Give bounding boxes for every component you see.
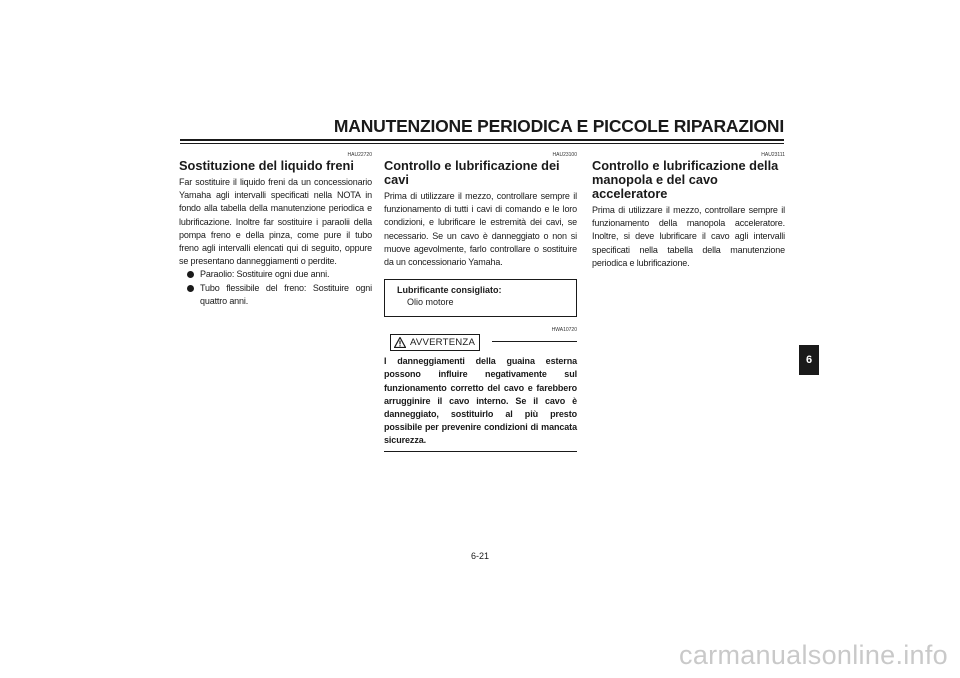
section-code: HAU23111: [761, 152, 785, 158]
header-rule-thick: [180, 139, 784, 141]
warning-header: [384, 334, 577, 350]
watermark: carmanualsonline.info: [679, 640, 948, 670]
warning-triangle-icon: [394, 337, 406, 348]
recommended-lubricant-box: [384, 279, 577, 317]
page-header-title: MANUTENZIONE PERIODICA E PICCOLE RIPARAZIONI: [333, 116, 784, 136]
warning-rule: [492, 341, 577, 342]
list-item-text: Tubo flessibile del freno: Sostituire ogni quattro anni.: [200, 282, 372, 306]
column-left: [179, 152, 372, 308]
warning-badge: [390, 334, 480, 351]
bullet-icon: [187, 285, 194, 292]
section-code: HAU22720: [347, 152, 372, 158]
section-title-throttle: Controllo e lubrificazione della manopola e del cavo acceleratore: [592, 158, 779, 201]
page-number: 6-21: [470, 551, 489, 561]
chapter-tab: 6: [799, 345, 819, 375]
warning-label: AVVERTENZA: [410, 337, 476, 349]
warning-text: I danneggiamenti della guaina esterna possono influire negativamente sul funzionamento corretto del cavo e farebbero arrugginire il cavo interno. Se il cavo è danneggiato, sostituirlo al più presto possibile per prevenire condizioni di mancata sicurezza.: [384, 356, 577, 446]
list-item-text: Paraolio: Sostituire ogni due anni.: [200, 269, 330, 280]
section-code: HAU23100: [552, 152, 577, 158]
lubricant-box-title: Lubrificante consigliato:: [397, 285, 502, 296]
section-title-cables: Controllo e lubrificazione dei cavi: [384, 158, 560, 187]
section-body-brake-fluid: Far sostituire il liquido freni da un concessionario Yamaha agli intervalli specificati nella NOTA in fondo alla tabella della manutenzione periodica e lubrificazione. Inoltre far sostituire i paraolii della pompa freno e della pinza, come pure il tubo freno agli intervalli elencati qui di seguito, oppure se presentano danneggiamenti o perdite.: [179, 177, 372, 267]
list-item: [179, 282, 372, 308]
warning-code: HWA10720: [551, 327, 577, 334]
header-rule-thin: [180, 143, 784, 144]
warning-bottom-rule: [384, 451, 577, 452]
bullet-list: [179, 268, 372, 308]
list-item: [179, 268, 372, 281]
bullet-icon: [187, 271, 194, 278]
section-title-brake-fluid: Sostituzione del liquido freni: [179, 158, 354, 173]
lubricant-box-value: Olio motore: [407, 297, 454, 308]
column-middle: [384, 152, 577, 452]
section-body-cables: Prima di utilizzare il mezzo, controllare sempre il funzionamento di tutti i cavi di comando e le loro condizioni, e lubrificare le estremità dei cavi, se necessario. Se un cavo è danneggiato o non si muove agevolmente, farlo controllare o sostituire da un concessionario Yamaha.: [384, 191, 577, 268]
column-right: [592, 152, 785, 270]
section-body-throttle: Prima di utilizzare il mezzo, controllare sempre il funzionamento della manopola acceleratore. Inoltre, si deve lubrificare il cavo agli intervalli specificati nella tabella della manutenzione periodica e lubrificazione.: [592, 205, 785, 268]
